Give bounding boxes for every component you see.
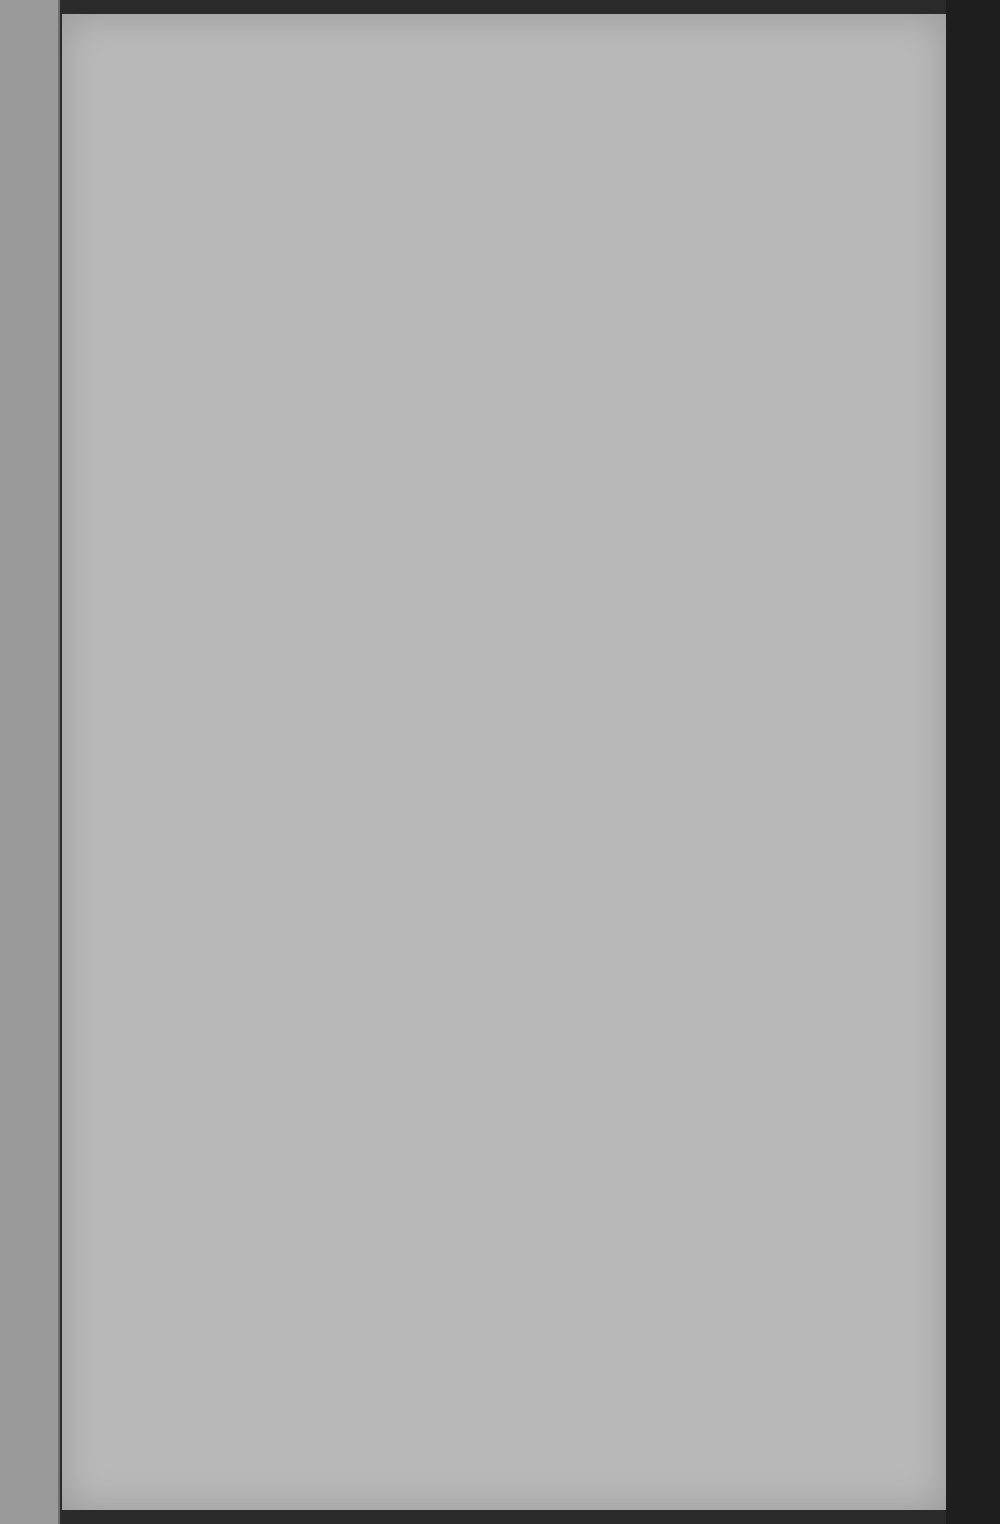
- document-page: [62, 14, 946, 1510]
- scan-background: [946, 0, 1000, 1524]
- previous-page-edge: [0, 0, 60, 1524]
- directory-entry: [88, 159, 154, 183]
